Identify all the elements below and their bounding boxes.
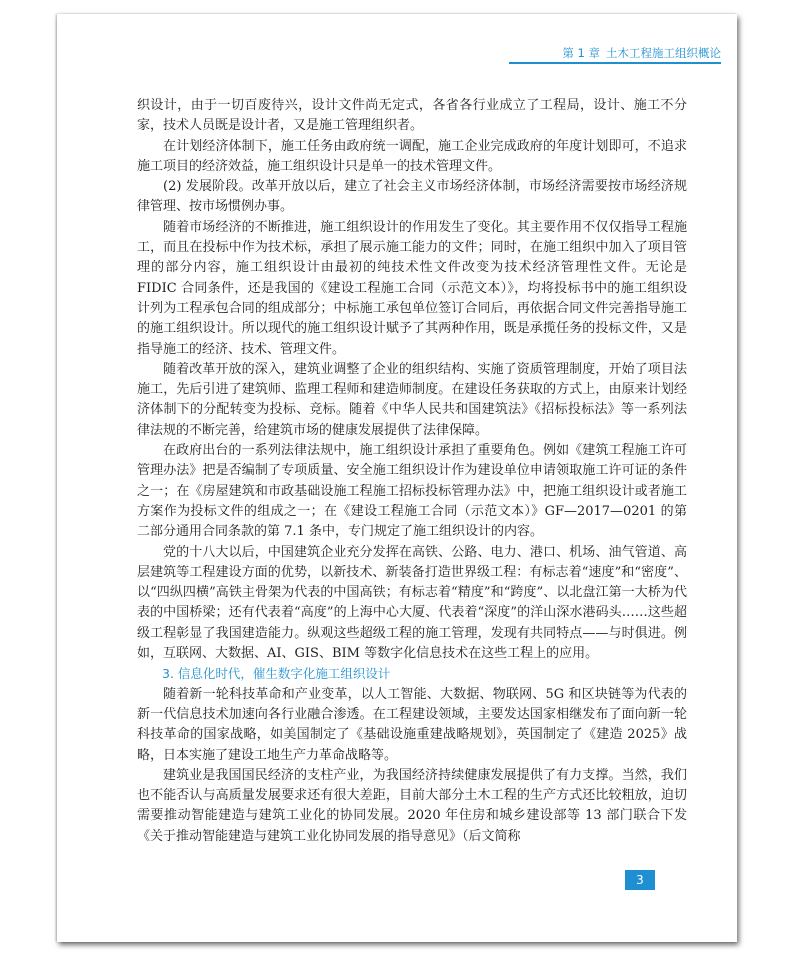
paragraph-construction-industry: 建筑业是我国国民经济的支柱产业，为我国经济持续健康发展提供了有力支撑。当然，我们也不能否认与高质量发展要求还有很大差距，目前大部分土木工程的生产方式还比较粗放，迫切需要推动智能建造与建筑工业化的协同发展。2020 年住房和城乡建设部等 13 部门联合下发《关于推动智能建造与建筑工业化协同发展的指导意见》（后文简称 (137, 767, 687, 844)
body-text (137, 96, 687, 847)
chapter-title: 土木工程施工组织概论 (606, 46, 721, 60)
running-head (509, 46, 721, 64)
paragraph-tech-revolution: 随着新一轮科技革命和产业变革，以人工智能、大数据、物联网、5G 和区块链等为代表的新一代信息技术加速向各行业融合渗透。在工程建设领域，主要发达国家相继发布了面向新一轮科技革命的国家战略，如美国制定了《基础设施重建战略规划》，英国制定了《建造 2025》战略，日本实施了建设工地生产力革命战略等。 (137, 686, 687, 763)
book-page (57, 14, 737, 942)
paragraph-reform: 随着改革开放的深入，建筑业调整了企业的组织结构、实施了资质管理制度，开始了项目法施工，先后引进了建筑师、监理工程师和建造师制度。在建设任务获取的方式上，由原来计划经济体制下的分配转变为投标、竞标。随着《中华人民共和国建筑法》《招标投标法》等一系列法律法规的不断完善，给建筑市场的健康发展提供了法律保障。 (137, 361, 687, 438)
paragraph-super-projects: 党的十八大以后，中国建筑企业充分发挥在高铁、公路、电力、港口、机场、油气管道、高层建筑等工程建设方面的优势，以新技术、新装备打造世界级工程：有标志着“速度”和“密度”、以“四纵四横”高铁主骨架为代表的中国高铁；有标志着“精度”和“跨度”、以北盘江第一大桥为代表的中国桥梁；还有代表着“高度”的上海中心大厦、代表着“深度”的洋山深水港码头……这些超级工程彰显了我国建造能力。纵观这些超级工程的施工管理，发现有共同特点——与时俱进。例如，互联网、大数据、AI、GIS、BIM 等数字化信息技术在这些工程上的应用。 (137, 544, 687, 662)
paragraph-market-economy: 随着市场经济的不断推进，施工组织设计的作用发生了变化。其主要作用不仅仅指导工程施工，而且在投标中作为技术标，承担了展示施工能力的文件；同时，在施工组织中加入了项目管理的部分内容，施工组织设计由最初的纯技术性文件改变为技术经济管理性文件。无论是 FIDIC 合同条件，还是我国的《建设工程施工合同（示范文本）》，均将投标书中的施工组织设计列为工程承包合同的组成部分；中标施工承包单位签订合同后，再依据合同文件完善指导施工的施工组织设计。所以现代的施工组织设计赋予了其两种作用，既是承揽任务的投标文件，又是指导施工的经济、技术、管理文件。 (137, 219, 687, 357)
paragraph-continued: 织设计，由于一切百废待兴，设计文件尚无定式，各省各行业成立了工程局，设计、施工不分家，技术人员既是设计者，又是施工管理组织者。 (137, 98, 687, 134)
chapter-label: 第 1 章 (562, 46, 600, 60)
page-number: 3 (625, 870, 655, 890)
paragraph-development-stage: (2) 发展阶段。改革开放以后，建立了社会主义市场经济体制，市场经济需要按市场经济规律管理、按市场惯例办事。 (137, 179, 687, 215)
section-heading: 3. 信息化时代，催生数字化施工组织设计 (162, 666, 391, 682)
paragraph-regulations: 在政府出台的一系列法律法规中，施工组织设计承担了重要角色。例如《建筑工程施工许可管理办法》把是否编制了专项质量、安全施工组织设计作为建设单位申请领取施工许可证的条件之一；在《房屋建筑和市政基础设施工程施工招标投标管理办法》中，把施工组织设计或者施工方案作为投标文件的组成之一；在《建设工程施工合同（示范文本）》GF—2017—0201 的第二部分通用合同条款的第 7.1 条中，专门规定了施工组织设计的内容。 (137, 443, 687, 540)
paragraph-planned-economy: 在计划经济体制下，施工任务由政府统一调配，施工企业完成政府的年度计划即可，不追求施工项目的经济效益，施工组织设计只是单一的技术管理文件。 (137, 138, 687, 174)
